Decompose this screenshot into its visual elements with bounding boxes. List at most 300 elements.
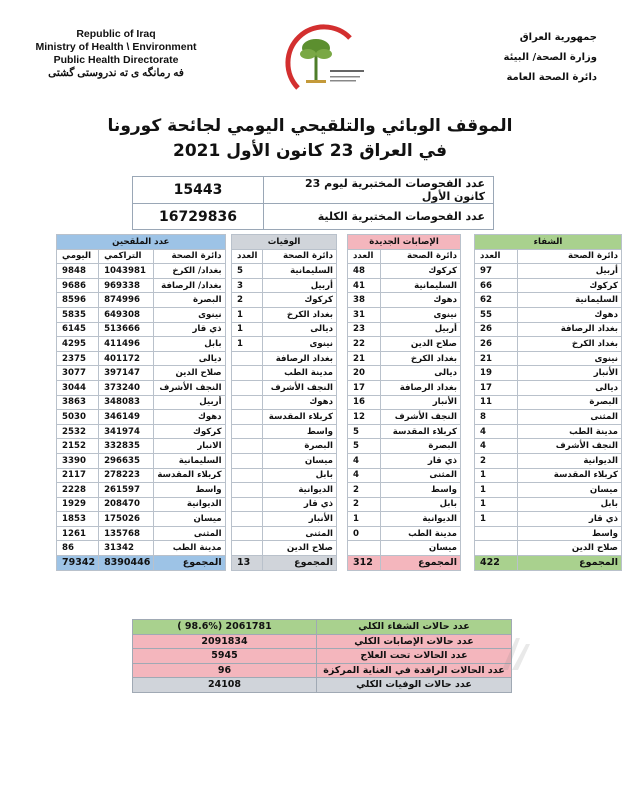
recovery-count: 4 [475,424,518,439]
tests-daily-label: عدد الفحوصات المختبرية ليوم 23 كانون الأول [264,177,494,204]
recovery-count: 17 [475,380,518,395]
recovery-count: 1 [475,497,518,512]
deaths-directorate: السليمانية [262,264,336,279]
new-cases-col-directorate: دائرة الصحة [381,249,461,264]
header-ar-line-1: جمهورية العراق [519,32,597,43]
vaccinated-daily: 4295 [57,337,99,352]
recovery-directorate: كركوك [517,278,621,293]
vaccinated-directorate: ميسان [154,512,225,527]
report-subtitle-date: في العراق 23 كانون الأول 2021 [173,141,447,161]
deaths-total-value: 13 [232,556,263,571]
recovery-row [475,526,622,541]
new-cases-directorate: بغداد الكرخ [381,351,461,366]
new-cases-directorate: صلاح الدين [381,337,461,352]
new-cases-row [348,512,461,527]
recovery-count: 8 [475,410,518,425]
vaccinated-title: عدد الملقحين [57,235,226,250]
recovery-directorate: واسط [517,526,621,541]
tests-daily-row [133,177,494,204]
vaccinated-directorate: الديوانية [154,497,225,512]
recovery-row [475,351,622,366]
new-cases-row [348,307,461,322]
recovery-row [475,337,622,352]
vaccinated-cumulative: 348083 [99,395,154,410]
vaccinated-row [57,526,226,541]
summary-value: ( 98.6%) 2061781 [133,620,317,635]
deaths-directorate: الأنبار [262,512,336,527]
new-cases-row [348,453,461,468]
vaccinated-col-directorate: دائرة الصحة [154,249,225,264]
new-cases-total-value: 312 [348,556,381,571]
summary-row [133,678,512,693]
summary-rows [133,620,512,693]
vaccinated-cumulative: 346149 [99,410,154,425]
vaccinated-rows [57,264,226,556]
deaths-count [232,366,263,381]
deaths-row [232,439,337,454]
recovery-directorate: الديوانية [517,453,621,468]
deaths-col-count: العدد [232,249,263,264]
recovery-row [475,483,622,498]
vaccinated-cumulative: 296635 [99,453,154,468]
deaths-row [232,264,337,279]
new-cases-directorate: ذي قار [381,453,461,468]
new-cases-row [348,468,461,483]
vaccinated-daily: 9848 [57,264,99,279]
summary-value: 24108 [133,678,317,693]
deaths-row [232,512,337,527]
new-cases-directorate: واسط [381,483,461,498]
vaccinated-row [57,453,226,468]
vaccinated-directorate: كربلاء المقدسة [154,468,225,483]
vaccinated-cumulative: 411496 [99,337,154,352]
recovery-directorate: بابل [517,497,621,512]
vaccinated-directorate: نينوى [154,307,225,322]
new-cases-directorate: السليمانية [381,278,461,293]
deaths-count: 3 [232,278,263,293]
recovery-total-value: 422 [475,556,518,571]
new-cases-row [348,410,461,425]
tests-daily-value: 15443 [133,177,264,204]
vaccinated-directorate: بابل [154,337,225,352]
deaths-directorate: كركوك [262,293,336,308]
recovery-row [475,264,622,279]
vaccinated-directorate: ديالى [154,351,225,366]
vaccinated-row [57,468,226,483]
recovery-directorate: بغداد الكرخ [517,337,621,352]
new-cases-directorate: كركوك [381,264,461,279]
vaccinated-cumulative: 208470 [99,497,154,512]
deaths-count: 1 [232,307,263,322]
recovery-row [475,439,622,454]
recovery-row [475,366,622,381]
deaths-directorate: المثنى [262,526,336,541]
new-cases-row [348,395,461,410]
new-cases-row [348,483,461,498]
recovery-row [475,453,622,468]
deaths-row [232,483,337,498]
recovery-row [475,497,622,512]
deaths-row [232,337,337,352]
vaccinated-daily: 2532 [57,424,99,439]
deaths-row [232,395,337,410]
summary-row [133,634,512,649]
recovery-count: 4 [475,439,518,454]
vaccinated-cumulative: 135768 [99,526,154,541]
recovery-directorate: كربلاء المقدسة [517,468,621,483]
new-cases-directorate: مدينة الطب [381,526,461,541]
new-cases-count: 5 [348,439,381,454]
deaths-row [232,366,337,381]
deaths-count [232,351,263,366]
deaths-count [232,424,263,439]
deaths-row [232,410,337,425]
recovery-title: الشفاء [475,235,622,250]
deaths-directorate: بغداد الكرخ [262,307,336,322]
new-cases-count: 41 [348,278,381,293]
deaths-row [232,322,337,337]
deaths-count [232,439,263,454]
new-cases-directorate: نينوى [381,307,461,322]
vaccinated-directorate: دهوك [154,410,225,425]
new-cases-count: 20 [348,366,381,381]
vaccinated-cumulative: 513666 [99,322,154,337]
vaccinated-row [57,439,226,454]
vaccinated-row [57,278,226,293]
new-cases-directorate: المثنى [381,468,461,483]
new-cases-table [347,234,461,571]
vaccinated-directorate: بغداد/ الرصافة [154,278,225,293]
recovery-table [474,234,622,571]
vaccinated-cumulative: 278223 [99,468,154,483]
deaths-directorate: أربيل [262,278,336,293]
vaccinated-row [57,410,226,425]
header-ar-line-3: دائرة الصحة العامة [506,72,597,83]
new-cases-directorate: ميسان [381,541,461,556]
summary-label: عدد حالات الشفاء الكلي [317,620,512,635]
vaccinated-directorate: النجف الأشرف [154,380,225,395]
deaths-directorate: الديوانية [262,483,336,498]
ministry-logo [268,18,368,100]
recovery-count: 26 [475,322,518,337]
recovery-row [475,322,622,337]
vaccinated-cumulative: 874996 [99,293,154,308]
new-cases-directorate: البصرة [381,439,461,454]
deaths-directorate: بغداد الرصافة [262,351,336,366]
header-en-line-2: Ministry of Health \ Environment [35,41,197,53]
vaccinated-total-row [57,556,226,571]
recovery-rows [475,264,622,556]
vaccinated-col-daily: اليومي [57,249,99,264]
recovery-count: 62 [475,293,518,308]
deaths-directorate: ميسان [262,453,336,468]
vaccinated-daily: 6145 [57,322,99,337]
vaccinated-daily: 2228 [57,483,99,498]
new-cases-row [348,337,461,352]
new-cases-count: 0 [348,526,381,541]
recovery-directorate: السليمانية [517,293,621,308]
new-cases-directorate: الأنبار [381,395,461,410]
deaths-row [232,307,337,322]
recovery-directorate: المثنى [517,410,621,425]
deaths-count [232,380,263,395]
vaccinated-directorate: الانبار [154,439,225,454]
deaths-directorate: ذي قار [262,497,336,512]
vaccinated-cumulative: 649308 [99,307,154,322]
header-arabic-block [477,28,597,88]
vaccinated-directorate: السليمانية [154,453,225,468]
vaccinated-cumulative: 1043981 [99,264,154,279]
vaccinated-row [57,264,226,279]
deaths-count [232,468,263,483]
vaccinated-directorate: ذي قار [154,322,225,337]
recovery-total-row [475,556,622,571]
deaths-count [232,410,263,425]
new-cases-row [348,366,461,381]
header-en-line-3: Public Health Directorate [53,54,179,66]
vaccinated-row [57,337,226,352]
recovery-count: 26 [475,337,518,352]
new-cases-rows [348,264,461,556]
deaths-total-label: المجموع [262,556,336,571]
new-cases-row [348,351,461,366]
vaccinated-daily: 8596 [57,293,99,308]
report-title: الموقف الوبائي والتلقيحي اليومي لجائحة كورونا [107,116,513,136]
deaths-row [232,293,337,308]
header-english-block [16,28,216,80]
recovery-count: 97 [475,264,518,279]
vaccinated-cumulative: 175026 [99,512,154,527]
new-cases-count: 31 [348,307,381,322]
vaccinated-row [57,395,226,410]
recovery-directorate: صلاح الدين [517,541,621,556]
deaths-directorate: بابل [262,468,336,483]
recovery-count: 55 [475,307,518,322]
vaccinated-directorate: أربيل [154,395,225,410]
deaths-total-row [232,556,337,571]
vaccinated-col-cumulative: التراكمي [99,249,154,264]
new-cases-row [348,293,461,308]
new-cases-row [348,439,461,454]
new-cases-row [348,541,461,556]
deaths-directorate: النجف الأشرف [262,380,336,395]
vaccinated-daily: 3044 [57,380,99,395]
new-cases-total-row [348,556,461,571]
summary-row [133,663,512,678]
recovery-directorate: نينوى [517,351,621,366]
deaths-row [232,541,337,556]
deaths-count [232,526,263,541]
vaccinated-total-label: المجموع [154,556,225,571]
summary-row [133,620,512,635]
header-ar-line-2: وزارة الصحة/ البيئة [503,52,597,63]
recovery-row [475,380,622,395]
vaccinated-daily: 1261 [57,526,99,541]
vaccinated-directorate: البصرة [154,293,225,308]
deaths-directorate: واسط [262,424,336,439]
vaccinated-daily: 2152 [57,439,99,454]
deaths-title: الوفيات [232,235,337,250]
tests-total-value: 16729836 [133,204,264,230]
deaths-rows [232,264,337,556]
deaths-row [232,526,337,541]
summary-label: عدد الحالات الراقدة في العناية المركزة [317,663,512,678]
recovery-row [475,424,622,439]
vaccinated-daily: 1929 [57,497,99,512]
vaccinated-cumulative: 341974 [99,424,154,439]
new-cases-count: 2 [348,483,381,498]
deaths-count: 2 [232,293,263,308]
recovery-directorate: الأنبار [517,366,621,381]
new-cases-count: 4 [348,468,381,483]
vaccinated-row [57,483,226,498]
vaccinated-cumulative: 373240 [99,380,154,395]
deaths-count: 1 [232,337,263,352]
new-cases-count: 4 [348,453,381,468]
new-cases-row [348,264,461,279]
vaccinated-directorate: المثنى [154,526,225,541]
watermark-icon [498,634,532,674]
deaths-directorate: كربلاء المقدسة [262,410,336,425]
deaths-count [232,483,263,498]
vaccinated-total-cumulative: 8390446 [99,556,154,571]
vaccinated-daily: 5030 [57,410,99,425]
new-cases-directorate: ديالى [381,366,461,381]
recovery-row [475,468,622,483]
vaccinated-cumulative: 401172 [99,351,154,366]
vaccinated-daily: 2375 [57,351,99,366]
deaths-count [232,541,263,556]
deaths-directorate: دهوك [262,395,336,410]
new-cases-count: 22 [348,337,381,352]
recovery-col-count: العدد [475,249,518,264]
vaccinated-daily: 9686 [57,278,99,293]
deaths-row [232,380,337,395]
new-cases-count: 21 [348,351,381,366]
new-cases-row [348,424,461,439]
recovery-count: 21 [475,351,518,366]
new-cases-count: 23 [348,322,381,337]
vaccinated-row [57,497,226,512]
vaccinated-row [57,351,226,366]
recovery-row [475,395,622,410]
recovery-row [475,541,622,556]
recovery-directorate: مدينة الطب [517,424,621,439]
new-cases-count: 2 [348,497,381,512]
summary-label: عدد حالات الإصابات الكلي [317,634,512,649]
vaccinated-row [57,366,226,381]
vaccinated-daily: 3390 [57,453,99,468]
deaths-count: 1 [232,322,263,337]
vaccinated-daily: 1853 [57,512,99,527]
tests-total-label: عدد الفحوصات المختبرية الكلية [264,204,494,230]
deaths-table [231,234,337,571]
vaccinated-row [57,541,226,556]
new-cases-directorate: أربيل [381,322,461,337]
new-cases-directorate: النجف الأشرف [381,410,461,425]
vaccinated-directorate: واسط [154,483,225,498]
recovery-row [475,512,622,527]
deaths-count [232,453,263,468]
recovery-directorate: بغداد الرصافة [517,322,621,337]
new-cases-row [348,322,461,337]
vaccinated-directorate: صلاح الدين [154,366,225,381]
summary-row [133,649,512,664]
deaths-count: 5 [232,264,263,279]
deaths-count [232,512,263,527]
deaths-col-directorate: دائرة الصحة [262,249,336,264]
deaths-directorate: نينوى [262,337,336,352]
new-cases-count: 12 [348,410,381,425]
new-cases-count: 38 [348,293,381,308]
recovery-count: 66 [475,278,518,293]
deaths-directorate: ديالى [262,322,336,337]
vaccinated-cumulative: 332835 [99,439,154,454]
vaccinated-daily: 3077 [57,366,99,381]
vaccinated-cumulative: 969338 [99,278,154,293]
recovery-directorate: دهوك [517,307,621,322]
tests-total-row [133,204,494,230]
header-en-line-1: Republic of Iraq [76,28,156,40]
new-cases-row [348,380,461,395]
recovery-count [475,526,518,541]
recovery-directorate: ميسان [517,483,621,498]
new-cases-directorate: الديوانية [381,512,461,527]
vaccinated-row [57,307,226,322]
summary-value: 2091834 [133,634,317,649]
new-cases-count: 5 [348,424,381,439]
summary-label: عدد حالات الوفيات الكلي [317,678,512,693]
deaths-directorate: البصرة [262,439,336,454]
vaccinated-row [57,380,226,395]
new-cases-total-label: المجموع [381,556,461,571]
recovery-row [475,278,622,293]
vaccinated-row [57,293,226,308]
new-cases-title: الإصابات الجديدة [348,235,461,250]
vaccinated-daily: 3863 [57,395,99,410]
new-cases-row [348,526,461,541]
vaccinated-directorate: بغداد/ الكرخ [154,264,225,279]
vaccinated-total-daily: 79342 [57,556,99,571]
deaths-row [232,497,337,512]
summary-value: 96 [133,663,317,678]
deaths-row [232,424,337,439]
recovery-count [475,541,518,556]
deaths-row [232,453,337,468]
vaccinated-directorate: مدينة الطب [154,541,225,556]
tests-table [132,176,494,230]
recovery-directorate: ديالى [517,380,621,395]
deaths-directorate: مدينة الطب [262,366,336,381]
recovery-col-directorate: دائرة الصحة [517,249,621,264]
deaths-directorate: صلاح الدين [262,541,336,556]
new-cases-directorate: كربلاء المقدسة [381,424,461,439]
recovery-row [475,293,622,308]
recovery-directorate: ذي قار [517,512,621,527]
vaccinated-row [57,512,226,527]
new-cases-count: 17 [348,380,381,395]
recovery-row [475,410,622,425]
recovery-directorate: أربيل [517,264,621,279]
new-cases-col-count: العدد [348,249,381,264]
vaccinated-row [57,322,226,337]
vaccinated-daily: 2117 [57,468,99,483]
recovery-total-label: المجموع [517,556,621,571]
new-cases-count [348,541,381,556]
new-cases-row [348,278,461,293]
new-cases-count: 48 [348,264,381,279]
new-cases-directorate: دهوك [381,293,461,308]
